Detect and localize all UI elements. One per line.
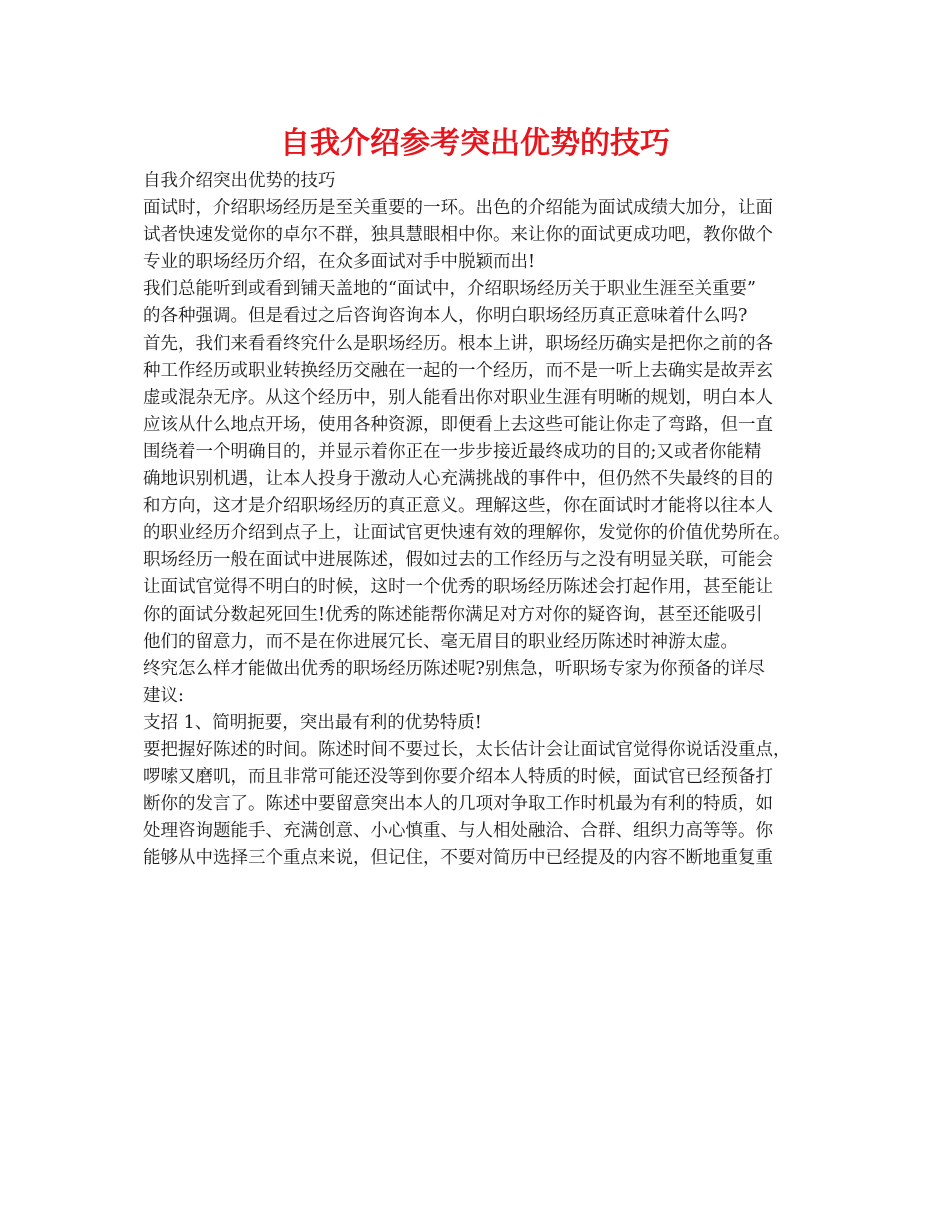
body-line: 的各种强调。但是看过之后咨询咨询本人，你明白职场经历真正意味着什么吗?	[143, 306, 748, 327]
body-line: 断你的发言了。陈述中要留意突出本人的几项对争取工作时机最为有利的特质，如	[143, 794, 773, 815]
body-line: 和方向，这才是介绍职场经历的真正意义。理解这些，你在面试时才能将以往本人	[143, 496, 773, 517]
body-line: 你的面试分数起死回生!优秀的陈述能帮你满足对方对你的疑咨询，甚至还能吸引	[143, 604, 763, 625]
body-line: 面试时，介绍职场经历是至关重要的一环。出色的介绍能为面试成绩大加分，让面	[143, 198, 773, 219]
body-line: 自我介绍突出优势的技巧	[143, 171, 336, 191]
body-line: 确地识别机遇，让本人投身于激动人心充满挑战的事件中，但仍然不失最终的目的	[143, 469, 773, 490]
body-line: 职场经历一般在面试中进展陈述，假如过去的工作经历与之没有明显关联，可能会	[143, 550, 773, 571]
body-line: 我们总能听到或看到铺天盖地的“面试中，介绍职场经历关于职业生涯至关重要”	[143, 279, 756, 300]
body-line: 虚或混杂无序。从这个经历中，别人能看出你对职业生涯有明晰的规划，明白本人	[143, 387, 773, 408]
body-line: 试者快速发觉你的卓尔不群，独具慧眼相中你。来让你的面试更成功吧，教你做个	[143, 225, 773, 246]
body-line: 终究怎么样才能做出优秀的职场经历陈述呢?别焦急，听职场专家为你预备的详尽	[143, 658, 765, 679]
body-line: 建议:	[143, 685, 184, 706]
body-line: 的职业经历介绍到点子上，让面试官更快速有效的理解你，发觉你的价值优势所在。	[143, 523, 791, 544]
body-line: 处理咨询题能手、充满创意、小心慎重、与人相处融洽、合群、组织力高等等。你	[143, 821, 773, 842]
body-line: 要把握好陈述的时间。陈述时间不要过长，太长估计会让面试官觉得你说话没重点，	[143, 739, 791, 760]
body-line: 支招 1、简明扼要，突出最有利的优势特质!	[143, 712, 482, 733]
body-line: 能够从中选择三个重点来说，但记住，不要对简历中已经提及的内容不断地重复重	[143, 848, 773, 869]
body-line: 首先，我们来看看终究什么是职场经历。根本上讲，职场经历确实是把你之前的各	[143, 333, 773, 354]
document-title: 自我介绍参考突出优势的技巧	[280, 126, 670, 161]
body-line: 让面试官觉得不明白的时候，这时一个优秀的职场经历陈述会打起作用，甚至能让	[143, 577, 773, 598]
body-line: 啰嗦又磨叽，而且非常可能还没等到你要介绍本人特质的时候，面试官已经预备打	[143, 767, 773, 788]
body-line: 应该从什么地点开场，使用各种资源，即便看上去这些可能让你走了弯路，但一直	[143, 414, 773, 435]
body-line: 种工作经历或职业转换经历交融在一起的一个经历，而不是一听上去确实是故弄玄	[143, 360, 773, 381]
body-line: 围绕着一个明确目的，并显示着你正在一步步接近最终成功的目的;又或者你能精	[143, 441, 762, 462]
document-body	[143, 168, 823, 872]
body-line: 专业的职场经历介绍，在众多面试对手中脱颖而出!	[143, 252, 536, 273]
body-line: 他们的留意力，而不是在你进展冗长、毫无眉目的职业经历陈述时神游太虚。	[143, 631, 738, 652]
